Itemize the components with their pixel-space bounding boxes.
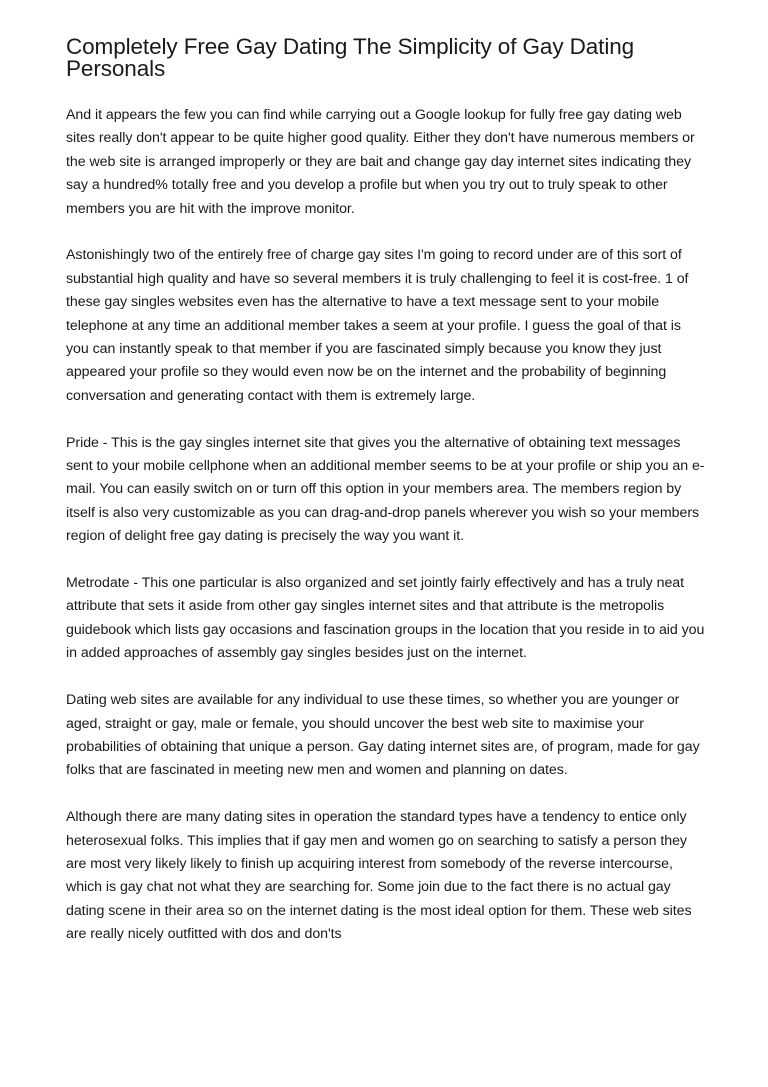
document-title: Completely Free Gay Dating The Simplicity of Gay Dating Personals [66, 34, 635, 81]
document-page [66, 36, 706, 970]
paragraph-3: Pride - This is the gay singles internet site that gives you the alternative of obtaining text messages sent to your mobile cellphone when an additional member seems to be at your profile or ship you an e-mail. You can easily switch on or turn off this option in your members area. The members region by itself is also very customizable as you can drag-and-drop panels wherever you wish so your members region of delight free gay dating is precisely the way you want it. [66, 434, 705, 545]
paragraph-4: Metrodate - This one particular is also organized and set jointly fairly effectively and has a truly neat attribute that sets it aside from other gay singles internet sites and that attribute is the metropolis guidebook which lists gay occasions and fascination groups in the location that you reside in to aid you in added approaches of assembly gay singles besides just on the internet. [66, 575, 705, 662]
paragraph-6: Although there are many dating sites in operation the standard types have a tendency to entice only heterosexual folks. This implies that if gay men and women go on searching to satisfy a person they are most very likely likely to finish up acquiring interest from somebody of the reverse intercourse, which is gay chat not what they are searching for. Some join due to the fact there is no actual gay dating scene in their area so on the internet dating is the most ideal option for them. These web sites are really nicely outfitted with dos and don'ts [66, 809, 692, 943]
paragraph-1: And it appears the few you can find while carrying out a Google lookup for fully free gay dating web sites really don't appear to be quite higher good quality. Either they don't have numerous members or the web site is arranged improperly or they are bait and change gay day internet sites indicating they say a hundred% totally free and you develop a profile but when you try out to truly speak to other members you are hit with the improve monitor. [66, 107, 695, 217]
paragraph-2: Astonishingly two of the entirely free of charge gay sites I'm going to record under are of this sort of substantial high quality and have so several members it is truly challenging to feel it is cost-free. 1 of these gay singles websites even has the alternative to have a text message sent to your mobile telephone at any time an additional member takes a seem at your profile. I guess the goal of that is you can instantly speak to that member if you are fascinated simply because you know they just appeared your profile so they would even now be on the internet and the probability of beginning conversation and generating contact with them is extremely large. [66, 247, 689, 404]
paragraph-5: Dating web sites are available for any individual to use these times, so whether you are younger or aged, straight or gay, male or female, you should uncover the best web site to maximise your probabilities of obtaining that unique a person. Gay dating internet sites are, of program, made for gay folks that are fascinated in meeting new men and women and planning on dates. [66, 692, 700, 779]
